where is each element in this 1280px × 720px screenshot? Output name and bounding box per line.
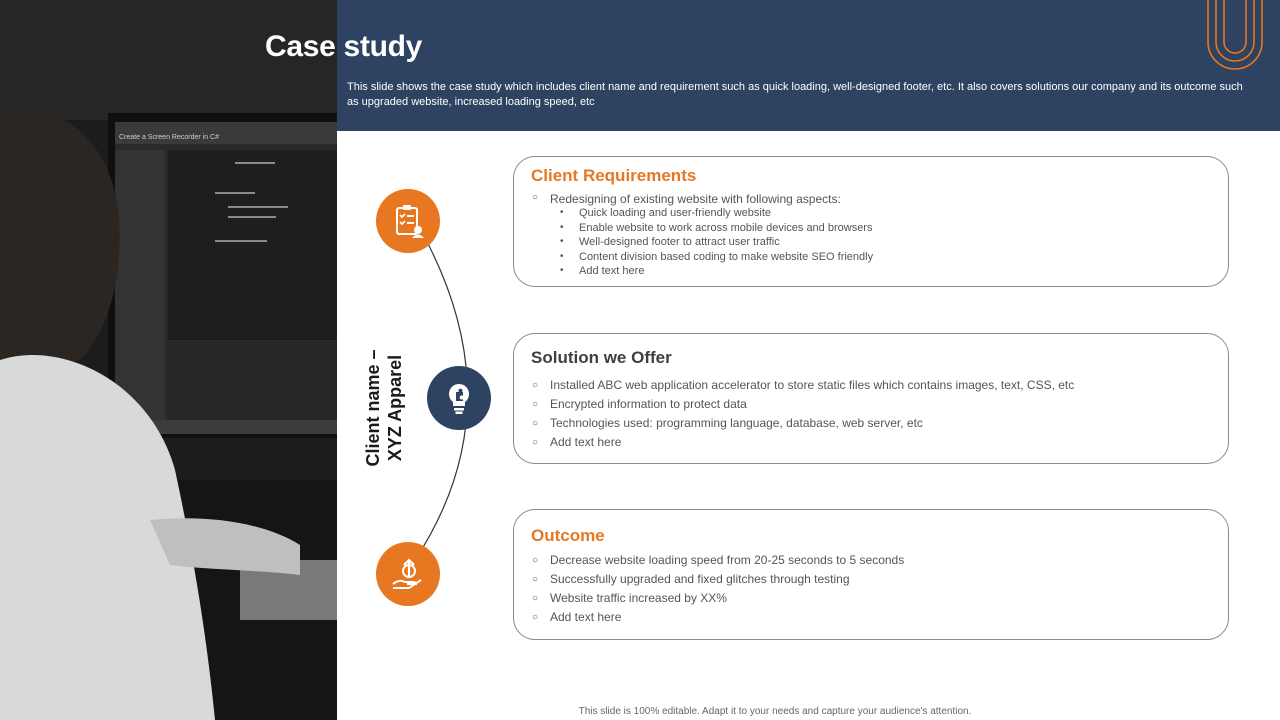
list-item: • Add text here [560,264,873,279]
client-name-line1: Client name – [363,349,383,467]
solution-card [513,333,1229,464]
client-requirements-card [513,156,1229,287]
requirements-circle [376,189,440,253]
page-title: Case study [265,30,423,63]
outcome-list [532,551,904,627]
list-item: ○ Technologies used: programming language, database, web server, etc [532,414,1074,433]
outcome-circle [376,542,440,606]
lightbulb-puzzle-icon [441,380,477,416]
client-name-label [362,349,406,466]
list-item: ○ Successfully upgraded and fixed glitches through testing [532,570,904,589]
hand-growth-arrow-icon [390,556,426,592]
list-item: ○ Decrease website loading speed from 20-25 seconds to 5 seconds [532,551,904,570]
list-item: ○ Add text here [532,608,904,627]
client-requirements-title: Client Requirements [531,166,697,185]
person-at-computer-photo [0,0,337,720]
solution-list [532,376,1074,452]
client-name-line2: XYZ Apparel [385,354,405,462]
requirements-intro: Redesigning of existing website with following aspects: [550,192,841,206]
client-requirements-list [532,192,873,279]
decorative-arches-icon [1200,0,1270,70]
list-item: • Quick loading and user-friendly website [560,206,873,221]
requirements-sublist [560,206,873,279]
outcome-card [513,509,1229,640]
list-item: ○ Add text here [532,433,1074,452]
list-item: • Content division based coding to make website SEO friendly [560,250,873,265]
outcome-title: Outcome [531,526,605,545]
footer-note: This slide is 100% editable. Adapt it to your needs and capture your audience's attention. [578,706,972,717]
screen-title: Create a Screen Recorder in C# [119,134,219,141]
list-item: ○ Installed ABC web application accelerator to store static files which contains images, text, CSS, etc [532,376,1074,395]
solution-title: Solution we Offer [531,348,672,367]
solution-circle [427,366,491,430]
list-item: • Enable website to work across mobile devices and browsers [560,221,873,236]
page-subtitle: This slide shows the case study which includes client name and requirement such as quick loading, well-designed footer, etc. It also covers solutions our company and its outcome such as upgraded website, increased loading speed, etc [347,81,1243,108]
clipboard-checklist-icon [390,203,426,239]
list-item [532,192,873,279]
header-band [337,0,1280,131]
list-item: • Well-designed footer to attract user traffic [560,235,873,250]
list-item: ○ Encrypted information to protect data [532,395,1074,414]
list-item: ○ Website traffic increased by XX% [532,589,904,608]
